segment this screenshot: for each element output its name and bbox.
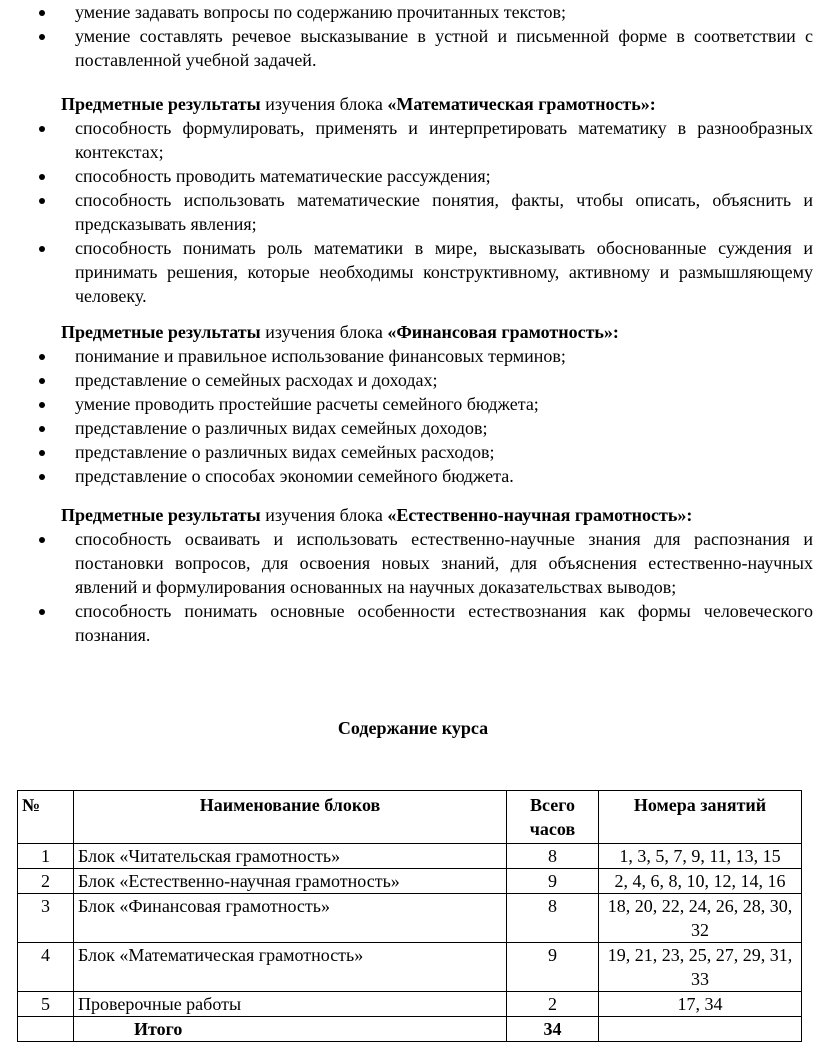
row-num: 1 — [18, 844, 74, 869]
row-num: 5 — [18, 992, 74, 1017]
header-hours — [507, 791, 599, 844]
bullet-icon — [39, 354, 45, 360]
row-lessons: 19, 21, 23, 25, 27, 29, 31, 33 — [599, 943, 802, 992]
heading-block-name: «Математическая грамотность»: — [387, 94, 656, 114]
heading-text: изучения блока — [260, 322, 388, 342]
row-lessons: 2, 4, 6, 8, 10, 12, 14, 16 — [599, 869, 802, 894]
row-lessons: 1, 3, 5, 7, 9, 11, 13, 15 — [599, 844, 802, 869]
bullet-icon — [39, 426, 45, 432]
bullet-icon — [39, 537, 45, 543]
list-item — [0, 464, 816, 488]
heading-text: изучения блока — [260, 94, 388, 114]
list-item — [0, 599, 816, 647]
section-heading-finance — [61, 320, 619, 344]
table-row — [18, 992, 802, 1017]
heading-block-name: «Естественно-научная грамотность»: — [387, 505, 693, 525]
list-item-text: умение проводить простейшие расчеты семейного бюджета; — [75, 394, 539, 414]
header-hours-line2: часов — [529, 819, 576, 839]
bullet-icon — [39, 10, 45, 16]
list-item-text: представление о различных видах семейных расходов; — [75, 442, 495, 462]
row-hours: 9 — [507, 869, 599, 894]
list-item-text: представление о семейных расходах и доходах; — [75, 370, 438, 390]
header-num: № — [18, 791, 74, 844]
row-name: Блок «Финансовая грамотность» — [74, 894, 507, 943]
heading-bold: Предметные результаты — [61, 322, 261, 342]
list-item — [0, 368, 816, 392]
heading-block-name: «Финансовая грамотность»: — [387, 322, 619, 342]
bullet-icon — [39, 378, 45, 384]
list-item-text: способность осваивать и использовать естественно-научные знания для распознания и постановки вопросов, для освоения новых знаний, для объяснения естественно-научных явлений и формулирования основанных на научных доказательствах выводов; — [75, 529, 813, 597]
list-item — [0, 116, 816, 164]
intro-bullet-list — [0, 0, 816, 72]
list-item — [0, 344, 816, 368]
list-item-text: способность формулировать, применять и интерпретировать математику в разнообразных контекстах; — [75, 118, 813, 162]
row-name: Проверочные работы — [74, 992, 507, 1017]
total-lessons — [599, 1017, 802, 1042]
row-name: Блок «Математическая грамотность» — [74, 943, 507, 992]
list-item — [0, 188, 816, 236]
bullet-icon — [39, 450, 45, 456]
table-row — [18, 869, 802, 894]
header-lessons: Номера занятий — [599, 791, 802, 844]
row-hours: 8 — [507, 894, 599, 943]
list-item — [0, 527, 816, 599]
heading-bold: Предметные результаты — [61, 505, 261, 525]
finance-bullet-list — [0, 344, 816, 488]
bullet-icon — [39, 402, 45, 408]
list-item-text: представление о различных видах семейных доходов; — [75, 418, 488, 438]
row-hours: 2 — [507, 992, 599, 1017]
table-total-row — [18, 1017, 802, 1042]
list-item — [0, 236, 816, 308]
list-item-text: умение задавать вопросы по содержанию прочитанных текстов; — [75, 2, 566, 22]
course-title: Содержание курса — [337, 718, 489, 738]
list-item-text: способность проводить математические рассуждения; — [75, 166, 491, 186]
list-item — [0, 416, 816, 440]
course-table — [17, 790, 802, 1042]
row-lessons: 18, 20, 22, 24, 26, 28, 30, 32 — [599, 894, 802, 943]
bullet-icon — [39, 34, 45, 40]
table-row — [18, 943, 802, 992]
section-heading-math — [61, 92, 656, 116]
row-name: Блок «Естественно-научная грамотность» — [74, 869, 507, 894]
list-item — [0, 440, 816, 464]
table-row — [18, 894, 802, 943]
list-item-text: умение составлять речевое высказывание в устной и письменной форме в соответствии с поставленной учебной задачей. — [75, 26, 813, 70]
heading-text: изучения блока — [260, 505, 388, 525]
table-row — [18, 844, 802, 869]
table-header-row — [18, 791, 802, 844]
list-item-text: способность понимать роль математики в мире, высказывать обоснованные суждения и принимать решения, которые необходимы конструктивному, активному и размышляющему человеку. — [75, 238, 813, 306]
bullet-icon — [39, 198, 45, 204]
row-num: 4 — [18, 943, 74, 992]
list-item — [0, 0, 816, 24]
total-num — [18, 1017, 74, 1042]
row-lessons: 17, 34 — [599, 992, 802, 1017]
bullet-icon — [39, 246, 45, 252]
list-item-text: понимание и правильное использование финансовых терминов; — [75, 346, 566, 366]
row-hours: 9 — [507, 943, 599, 992]
bullet-icon — [39, 474, 45, 480]
row-name: Блок «Читательская грамотность» — [74, 844, 507, 869]
bullet-icon — [39, 174, 45, 180]
bullet-icon — [39, 126, 45, 132]
list-item-text: представление о способах экономии семейного бюджета. — [75, 466, 514, 486]
list-item-text: способность использовать математические понятия, факты, чтобы описать, объяснить и предсказывать явления; — [75, 190, 813, 234]
section-heading-science — [61, 503, 692, 527]
row-hours: 8 — [507, 844, 599, 869]
math-bullet-list — [0, 116, 816, 308]
list-item — [0, 392, 816, 416]
row-num: 2 — [18, 869, 74, 894]
header-name: Наименование блоков — [74, 791, 507, 844]
list-item — [0, 24, 816, 72]
list-item — [0, 164, 816, 188]
bullet-icon — [39, 609, 45, 615]
list-item-text: способность понимать основные особенности естествознания как формы человеческого познания. — [75, 601, 813, 645]
total-label: Итого — [74, 1017, 507, 1042]
total-hours: 34 — [507, 1017, 599, 1042]
header-hours-line1: Всего — [530, 795, 575, 815]
row-num: 3 — [18, 894, 74, 943]
heading-bold: Предметные результаты — [61, 94, 261, 114]
science-bullet-list — [0, 527, 816, 647]
